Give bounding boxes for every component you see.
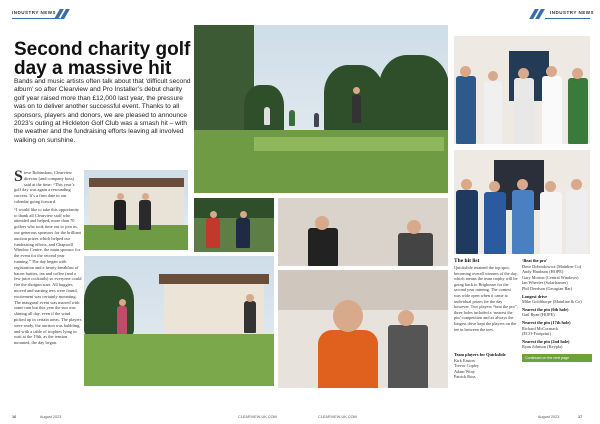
right-page-number: 17 bbox=[578, 415, 583, 419]
ntp6-heading: Nearest the pin (6th hole) bbox=[522, 306, 569, 312]
left-footer-date: August 2023 bbox=[40, 415, 62, 419]
beat-pro-winner-4: Ian Wheeler (Solarframes) bbox=[522, 280, 568, 286]
drop-cap: S bbox=[14, 170, 23, 185]
beat-pro-winner-1: Dave Dobrodowicz (Mainline Co) bbox=[522, 263, 582, 269]
left-footer-site: CLEARVIEW-UK.COM bbox=[238, 415, 277, 419]
dinner-guests-photo bbox=[278, 198, 448, 266]
team-player-2: Trevor Copley bbox=[454, 363, 480, 369]
hit-list-heading: The hit list bbox=[454, 258, 480, 264]
body-first-paragraph: teve Robinshaw, Clearview director (and company boss) said at the time: “This year’s golf day was again a resounding success. It’s a firm date in our calendar going forward. bbox=[14, 170, 75, 204]
hit-list-column bbox=[454, 258, 518, 380]
right-footer-site: CLEARVIEW-UK.COM bbox=[318, 415, 357, 419]
team-player-3: Adam Wray bbox=[454, 368, 475, 374]
winners-group-photo bbox=[454, 150, 590, 254]
ntp17-heading: Nearest the pin (17th hole) bbox=[522, 319, 571, 325]
guest-with-drink-photo bbox=[278, 270, 448, 388]
longest-drive-heading: Longest drive bbox=[522, 293, 548, 299]
right-footer-date: August 2023 bbox=[538, 415, 560, 419]
beat-pro-winner-5: Phil Deedson (Georgian Bar) bbox=[522, 285, 573, 291]
right-section-tag: INDUSTRY NEWS bbox=[550, 10, 595, 15]
prize-winners-column bbox=[522, 258, 592, 362]
beat-pro-winner-3: Gary Morton (Central Windows) bbox=[522, 274, 579, 280]
article-body bbox=[14, 170, 82, 392]
beat-pro-winner-2: Andy Hartburn (HOPE) bbox=[522, 269, 564, 275]
body-rest-paragraph: “I would like to take this opportunity to thank all Clearview staff who attended and helped, more than 70 golfers who took time out to join us, our generous sponsors for the brilliant auction prizes which helped our fundraising efforts, and Chapwell Window Centre, the main sponsor for the event for the second year running.” The day began with registration and a hearty breakfast of bacon butties, tea and coffee (and a few juice cocktails) so everyone could fire the shotgun start. All buggies moved and starting tees were found, excitement was certainly mounting. The inaugural event was marred with some rain but this year the sun was shining all day, even if the wind picked up in certain areas. The players were ready, the auction was bubbling, and with a table of trophies lying in wait at the 19th, as the tension mounted, the day began. bbox=[14, 206, 82, 346]
ntp17-winner-company: (ECO-Footprint) bbox=[522, 331, 551, 337]
right-header-rule bbox=[545, 18, 590, 19]
ntp2-winner: Ryan Johnson (Keypla) bbox=[522, 344, 563, 350]
team-group-photo bbox=[454, 36, 590, 144]
ntp6-winner: Gail Ryan (HOPE) bbox=[522, 312, 555, 318]
left-header-rule bbox=[12, 18, 60, 19]
ntp17-winner-name: Richard McCormack bbox=[522, 325, 559, 331]
putting-green-photo bbox=[84, 256, 274, 386]
continued-ribbon: Continued on the next page bbox=[522, 354, 592, 362]
ntp2-heading: Nearest the pin (2nd hole) bbox=[522, 338, 570, 344]
team-player-4: Patrick Ross bbox=[454, 374, 476, 380]
clubhouse-group-photo bbox=[84, 170, 188, 250]
left-section-tag: INDUSTRY NEWS bbox=[12, 10, 57, 15]
article-intro: Bands and music artists often talk about that ‘difficult second album’ so after Clearview and Pro Installer’s debut charity golf year raised more than £12,000 last year, the pressure was on to deliver another successful event. Thanks to all sponsors, players and donors, we are pleased to announce 2023’s outing at Hickleton Golf Club was a smash hit – with the weather and the fundraising efforts leaving all involved walking on sunshine. bbox=[14, 78, 191, 144]
players-on-green-photo bbox=[194, 198, 274, 252]
team-players-heading: Team players for Quickslide bbox=[454, 352, 506, 357]
beat-pro-heading: ‘Beat the pro’ bbox=[522, 258, 548, 263]
longest-drive-winner: Mike Goldthorpe (Mainline & Co) bbox=[522, 299, 582, 305]
hero-golfer-photo bbox=[194, 25, 448, 193]
article-title: Second charity golf day a massive hit bbox=[14, 39, 191, 79]
left-page-number: 16 bbox=[12, 415, 17, 419]
hit-list-text: Quickslide retained the top spot, becoming overall winners of the day, which means the team trophy will be going back to Brighouse for the second year running. The contest was wide open when it came to individual prizes for the day however. Two players “beat the pro”, three holes included a ‘nearest the pin’ competition and as always the longest drive kept the players on the tee in between the tees. bbox=[454, 265, 518, 332]
team-player-1: Kirk Easton bbox=[454, 357, 475, 363]
